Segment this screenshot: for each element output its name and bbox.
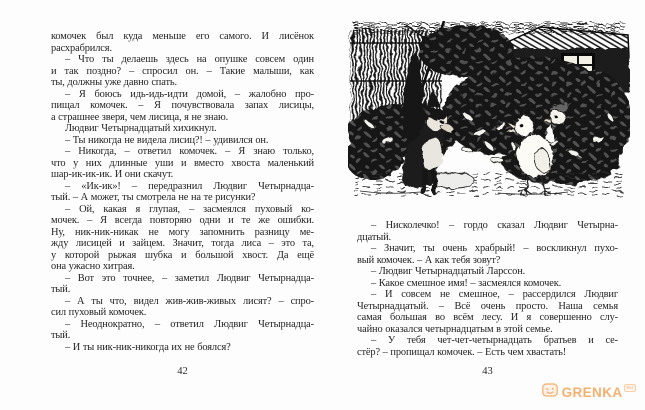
- text-line: – Вот это точнее, – заметил Людвиг Четырнадца-: [65, 272, 314, 284]
- grenka-watermark-badge: RU: [624, 384, 637, 392]
- text-line: дцатый.: [357, 231, 392, 243]
- text-line: – Нисколечко! – гордо сказал Людвиг Четырна-: [371, 220, 618, 231]
- text-line: – Никогда, – ответил комочек. – Я знаю только,: [65, 146, 314, 157]
- text-line: – Ой, какая я глупая, – засмеялся пуховый ко-: [65, 203, 314, 215]
- paragraph: [357, 278, 618, 290]
- text-line: жду лисицей и зайцем. Значит, тогда лиса – это та,: [51, 238, 314, 249]
- text-line: и так поздно? – спросил он. – Такие малыши, как: [51, 65, 314, 77]
- text-line: мочек. – Я всегда повторяю одни и те же ошибки.: [51, 215, 314, 226]
- paragraph: [51, 146, 314, 181]
- text-line: пищал комочек. – Я почувствовала запах лисицы,: [51, 100, 314, 111]
- illustration: [348, 21, 630, 199]
- text-line: – А ты что, видел жив-жив-живых лисят? – спро-: [65, 295, 314, 307]
- text-line: тый. – А может, ты смотрела не на те рисунки?: [51, 192, 256, 203]
- grenka-watermark-text: GRENKA: [561, 385, 623, 400]
- text-line: тый.: [51, 284, 71, 295]
- paragraph: [51, 296, 314, 319]
- paragraph: [51, 204, 314, 273]
- paragraph: [51, 319, 314, 342]
- text-line: – И ты ник-ник-никогда их не боялся?: [65, 341, 231, 353]
- text-line: расхрабрился.: [51, 42, 112, 54]
- text-line: сил пуховый комочек.: [51, 307, 147, 318]
- text-line: – Ты никогда не видела лисиц?! – удивился он.: [65, 134, 269, 146]
- text-line: стёр? – пропищал комочек. – Есть чем хвастать!: [357, 346, 567, 358]
- text-line: Людвиг Четырнадцатый хихикнул.: [65, 123, 217, 134]
- illustration-drawing: [348, 21, 630, 199]
- right-text-column: [357, 220, 618, 358]
- paragraph: [51, 54, 314, 89]
- text-line: шар-ик-ик-ик. И они скачут.: [51, 169, 174, 180]
- text-line: – И совсем не смешное, – рассердился Людвиг: [371, 289, 618, 300]
- text-line: – Неоднократно, – ответил Людвиг Четырнадца-: [65, 318, 314, 330]
- text-line: самая большая во всём лесу. И я совершенно слу-: [357, 312, 618, 323]
- text-line: – Я боюсь идь-идь-идти домой, – жалобно про-: [65, 88, 314, 100]
- text-line: комочек был куда меньше его самого. И лисёнок: [51, 31, 314, 42]
- paragraph: [51, 273, 314, 296]
- text-line: – Какое смешное имя! – засмеялся комочек.: [371, 277, 562, 289]
- text-line: у которой рыжая шубка и большой хвост. Да ещё: [51, 249, 314, 261]
- page-number-right: 43: [482, 366, 493, 377]
- paragraph: [51, 181, 314, 204]
- paragraph: [51, 89, 314, 124]
- page-number-left: 42: [177, 366, 188, 377]
- text-line: она ужасно хитрая.: [51, 261, 135, 272]
- paragraph: [357, 289, 618, 335]
- text-line: что у них длинные уши и вместо хвоста маленький: [51, 157, 314, 169]
- text-line: – Значит, ты очень храбрый! – воскликнул пухо-: [371, 243, 618, 254]
- paragraph: [51, 135, 314, 147]
- text-line: чайно оказался четырнадцатым в этой семье.: [357, 323, 553, 335]
- text-line: – «Ик-ик»! – передразнил Людвиг Четырнадца-: [65, 180, 314, 192]
- paragraph: [51, 31, 314, 54]
- text-line: а страшнее зверя, чем лисица, я не знаю.: [51, 111, 229, 123]
- text-line: – Что ты делаешь здесь на опушке совсем один: [65, 54, 314, 65]
- paragraph: [357, 335, 618, 358]
- text-line: ты, должны уже давно спать.: [51, 77, 177, 88]
- left-text-column: [51, 31, 314, 353]
- text-line: вый комочек. – А как тебя зовут?: [357, 254, 501, 266]
- grenka-logo-icon: [542, 383, 558, 402]
- paragraph: [357, 266, 618, 278]
- text-line: тый.: [51, 330, 71, 341]
- text-line: Четырнадцатый. – Всё очень просто. Наша семья: [357, 300, 618, 312]
- text-line: – Людвиг Четырнадцатый Ларссон.: [371, 266, 526, 277]
- paragraph: [357, 220, 618, 243]
- paragraph: [357, 243, 618, 266]
- paragraph: [51, 123, 314, 135]
- text-line: – У тебя чет-чет-четырнадцать братьев и се-: [371, 335, 618, 346]
- paragraph: [51, 342, 314, 354]
- grenka-watermark: [542, 383, 636, 402]
- text-line: Ну, ник-ник-никак не могу запомнить разницу ме-: [51, 226, 314, 238]
